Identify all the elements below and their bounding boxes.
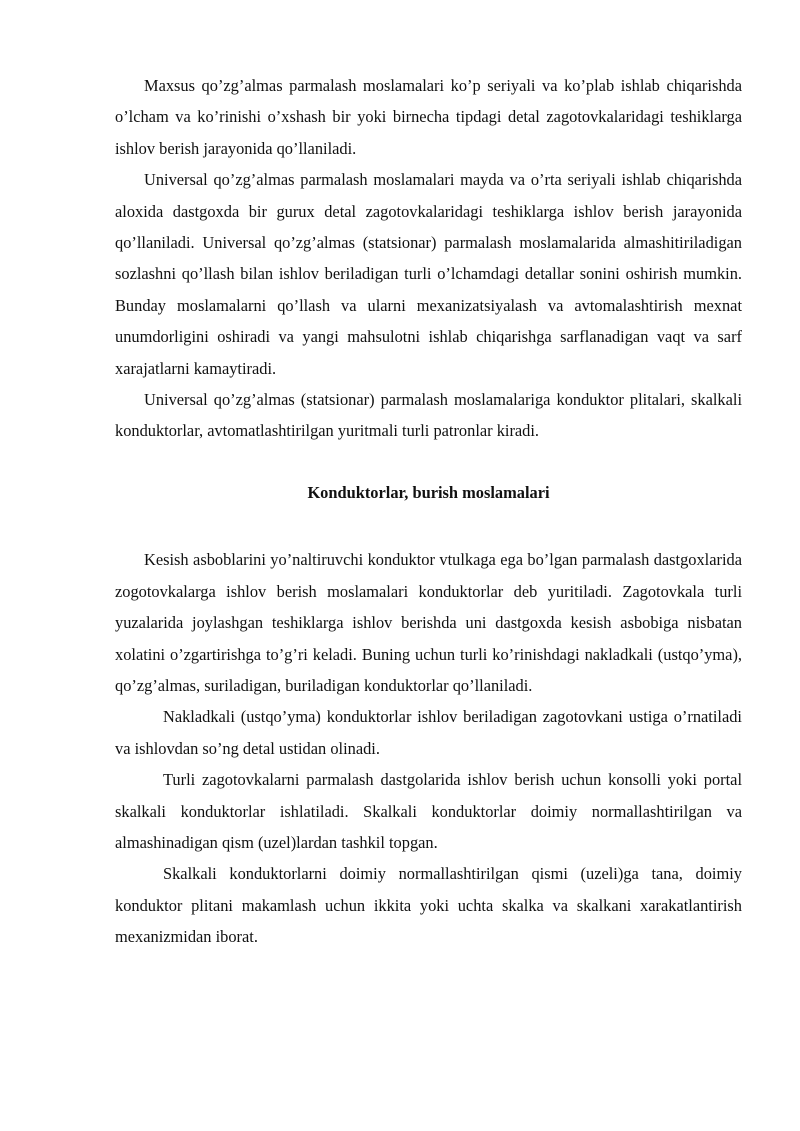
paragraph-skalkali-parts: Skalkali konduktorlarni doimiy normallashtirilgan qismi (uzeli)ga tana, doimiy konduktor plitani makamlash uchun ikkita yoki uchta skalka va skalkani xarakatlantirish mexanizmidan iborat. — [115, 864, 742, 947]
paragraph-overlay-jigs: Nakladkali (ustqo’yma) konduktorlar ishlov beriladigan zagotovkani ustiga o’rnatiladi va ishlovdan so’ng detal ustidan olinadi. — [115, 707, 742, 758]
document-page — [115, 70, 742, 953]
section-spacer — [115, 447, 742, 465]
paragraph-universal-fixture-types: Universal qo’zg’almas (statsionar) parmalash moslamalariga konduktor plitalari, skalkali konduktorlar, avtomatlashtirilgan yuritmali turli patronlar kiradi. — [115, 390, 742, 441]
paragraph-jig-definition: Kesish asboblarini yo’naltiruvchi konduktor vtulkaga ega bo’lgan parmalash dastgoxlarida zogotovkalarga ishlov berish moslamalari konduktorlar deb yuritiladi. Zagotovkala turli yuzalarida joylashgan teshiklarga ishlov berishda uni dastgoxda kesish asbobiga nisbatan xolatini o’zgartirishga to’g’ri keladi. Buning uchun turli ko’rinishdagi nakladkali (ustqo’yma), qo’zg’almas, suriladigan, buriladigan konduktorlar qo’llaniladi. — [115, 550, 742, 695]
paragraph-universal-fixed-fixtures: Universal qo’zg’almas parmalash moslamalari mayda va o’rta seriyali ishlab chiqarishda aloxida dastgoxda bir gurux detal zagotovkalaridagi teshiklarga ishlov berish jarayonida qo’llaniladi. Universal qo’zg’almas (statsionar) parmalash moslamalarida almashitiriladigan sozlashni qo’llash bilan ishlov beriladigan turli o’lchamdagi detallar sonini oshirish mumkin. Bunday moslamalarni qo’llash va ularni mexanizatsiyalash va avtomalashtirish mexnat unumdorligini oshiradi va yangi mahsulotni ishlab chiqarishga sarflanadigan vaqt va sarf xarajatlarni kamaytiradi. — [115, 170, 742, 378]
paragraph-skalkali-jigs: Turli zagotovkalarni parmalash dastgolarida ishlov berish uchun konsolli yoki portal skalkali konduktorlar ishlatiladi. Skalkali konduktorlar doimiy normallashtirilgan va almashinadigan qism (uzel)lardan tashkil topgan. — [115, 770, 742, 852]
section-heading: Konduktorlar, burish moslamalari — [307, 482, 550, 502]
paragraph-special-fixed-fixtures: Maxsus qo’zg’almas parmalash moslamalari ko’p seriyali va ko’plab ishlab chiqarishda o’lcham va ko’rinishi o’xshash bir yoki birnecha tipdagi detal zagotovkalaridagi teshiklarga ishlov berish jarayonida qo’llaniladi. — [115, 76, 742, 158]
